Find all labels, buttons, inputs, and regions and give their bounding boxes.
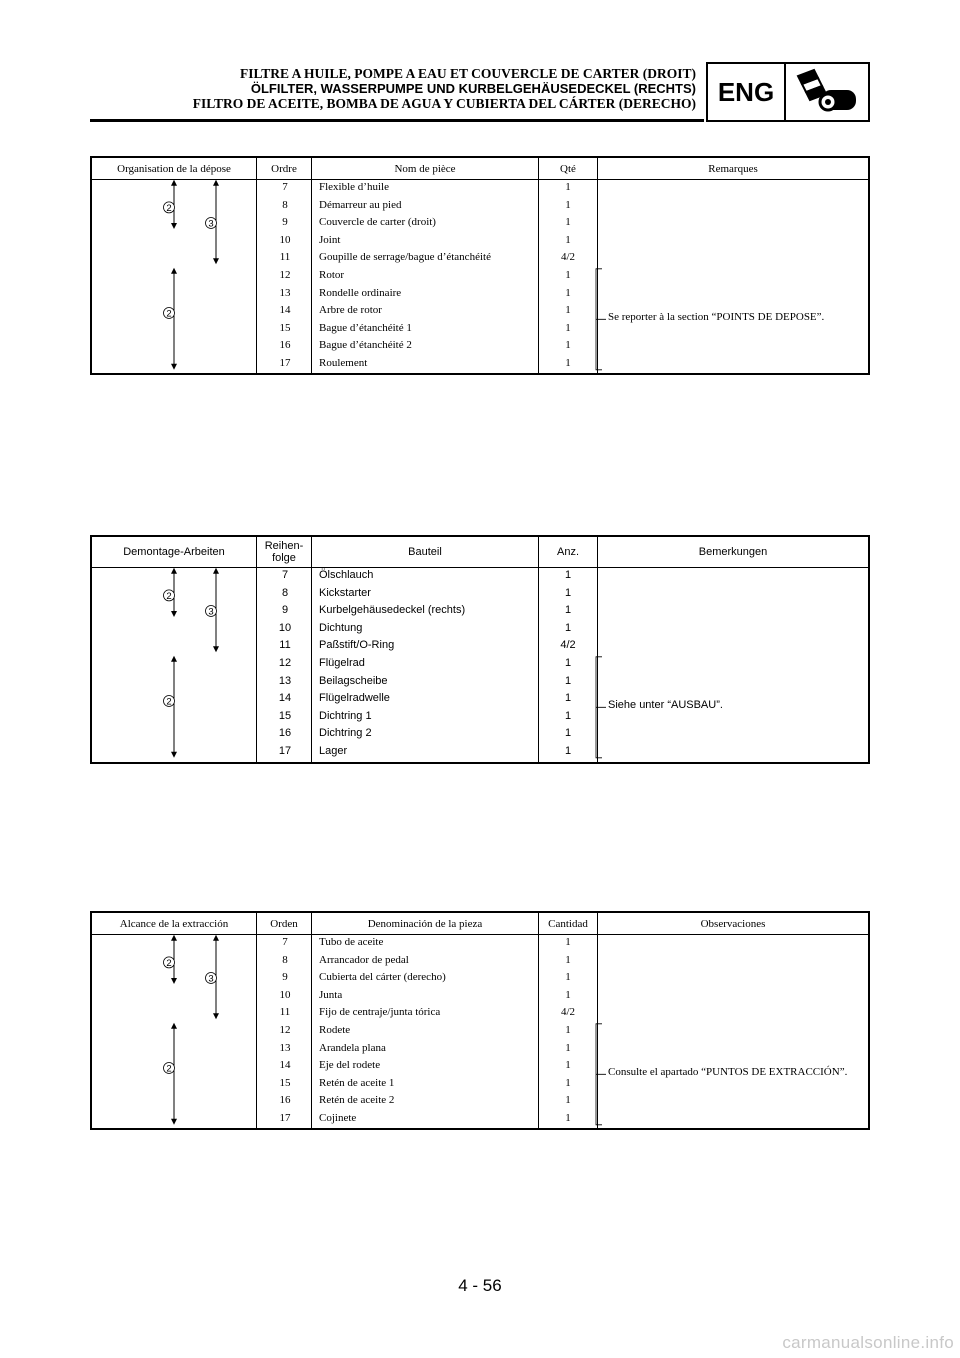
title-french: FILTRE A HUILE, POMPE A EAU ET COUVERCLE DE CARTER (DROIT) (240, 66, 696, 81)
row-part-name: Dichtring 1 (319, 709, 372, 722)
row-quantity: 1 (564, 745, 572, 757)
arrow-head-down (213, 1013, 219, 1019)
row-order: 16 (278, 727, 292, 740)
row-order: 9 (281, 604, 289, 617)
row-part-name: Rodete (319, 1024, 351, 1036)
page-header (90, 62, 868, 122)
row-part-name: Cojinete (319, 1112, 357, 1124)
section-titles (193, 66, 696, 111)
row-part-name: Arbre de rotor (319, 304, 382, 317)
row-order: 16 (279, 339, 291, 352)
row-order: 12 (279, 269, 291, 281)
arrow-head-down (171, 978, 177, 984)
row-quantity: 1 (565, 357, 571, 369)
step-number: 2 (166, 957, 172, 969)
row-order: 11 (279, 639, 291, 652)
arrow-head-up (171, 268, 177, 274)
row-quantity: 1 (565, 1094, 571, 1107)
row-part-name: Flügelrad (319, 657, 365, 669)
title-german: ÖLFILTER, WASSERPUMPE UND KURBELGEHÄUSEDECKEL (RECHTS) (250, 81, 696, 96)
row-quantity: 1 (565, 198, 571, 211)
row-quantity: 1 (565, 1041, 571, 1054)
row-part-name: Bague d’étanchéité 2 (319, 339, 412, 352)
removal-sequence-arrows (92, 537, 256, 766)
row-quantity: 1 (565, 1076, 571, 1089)
arrow-head-down (171, 364, 177, 370)
title-spanish: FILTRO DE ACEITE, BOMBA DE AGUA Y CUBIERTA DEL CÁRTER (DERECHO) (192, 96, 696, 111)
step-number: 2 (166, 590, 172, 602)
row-part-name: Junta (319, 988, 343, 1001)
row-quantity: 1 (565, 339, 571, 352)
row-part-name: Dichtung (319, 621, 363, 634)
arrow-head-down (171, 752, 177, 758)
row-part-name: Bague d’étanchéité 1 (319, 321, 412, 334)
watermark: carmanualsonline.info (782, 1333, 954, 1352)
arrow-head-down (171, 1119, 177, 1125)
row-order: 13 (279, 286, 291, 299)
row-part-name: Rondelle ordinaire (319, 286, 402, 299)
row-quantity: 1 (565, 304, 571, 317)
row-part-name: Arrancador de pedal (319, 953, 409, 966)
row-order: 11 (279, 1006, 291, 1019)
col-header-part: Bauteil (408, 546, 442, 558)
remark-text: Consulte el apartado “PUNTOS DE EXTRACCIÓN”. (608, 1066, 848, 1078)
row-part-name: Dichtring 2 (319, 727, 372, 740)
row-part-name: Retén de aceite 2 (319, 1094, 395, 1107)
row-order: 14 (279, 1059, 291, 1072)
col-header-order: Orden (270, 917, 298, 930)
col-header-remarks: Remarques (708, 162, 758, 175)
row-order: 8 (281, 586, 289, 599)
step-number: 2 (166, 696, 172, 708)
row-quantity: 1 (565, 233, 571, 246)
col-header-order: Reihen- folge (264, 540, 304, 564)
row-quantity: 1 (565, 1059, 571, 1072)
row-order: 7 (281, 569, 289, 581)
row-quantity: 1 (564, 727, 572, 740)
row-order: 7 (282, 181, 288, 193)
removal-table-french (90, 156, 870, 375)
col-header-organisation: Demontage-Arbeiten (123, 546, 225, 558)
arrow-head-up (171, 1023, 177, 1029)
col-header-organisation: Alcance de la extracción (119, 917, 229, 930)
col-header-remarks: Observaciones (700, 917, 766, 930)
row-part-name: Kickstarter (319, 586, 371, 599)
row-order: 17 (279, 1112, 291, 1124)
row-quantity: 4/2 (560, 639, 576, 652)
row-order: 9 (282, 216, 288, 229)
row-quantity: 1 (564, 621, 572, 634)
row-order: 17 (279, 357, 291, 369)
row-quantity: 1 (564, 604, 572, 617)
row-order: 10 (279, 233, 291, 246)
row-order: 12 (278, 657, 292, 669)
row-order: 10 (279, 988, 291, 1001)
row-order: 8 (282, 953, 288, 966)
step-number: 2 (166, 1063, 172, 1075)
row-quantity: 1 (565, 216, 571, 229)
row-quantity: 1 (565, 181, 571, 193)
row-quantity: 1 (564, 692, 572, 705)
row-quantity: 4/2 (560, 1006, 576, 1019)
row-quantity: 1 (565, 286, 571, 299)
step-number: 3 (208, 218, 214, 230)
col-header-organisation: Organisation de la dépose (117, 162, 231, 175)
row-order: 14 (279, 304, 291, 317)
removal-sequence-arrows (92, 913, 256, 1132)
row-order: 17 (278, 745, 292, 757)
row-quantity: 1 (565, 936, 571, 948)
arrow-head-down (213, 258, 219, 264)
row-part-name: Flexible d’huile (319, 181, 389, 193)
row-part-name: Arandela plana (319, 1041, 386, 1054)
row-quantity: 1 (565, 1024, 571, 1036)
row-part-name: Kurbelgehäusedeckel (rechts) (319, 604, 466, 617)
row-order: 15 (279, 321, 291, 334)
row-part-name: Joint (319, 233, 341, 246)
engine-piston-icon (788, 68, 862, 116)
section-badge (706, 62, 870, 122)
row-quantity: 1 (564, 657, 572, 669)
row-quantity: 1 (565, 321, 571, 334)
row-order: 8 (282, 198, 288, 211)
removal-table-german (90, 535, 870, 764)
col-header-part: Denominación de la pieza (367, 917, 483, 930)
row-order: 13 (278, 674, 292, 687)
step-number: 2 (166, 308, 172, 320)
row-part-name: Paßstift/O-Ring (319, 639, 395, 652)
row-part-name: Eje del rodete (319, 1059, 381, 1072)
remark-bracket (592, 913, 608, 1132)
row-quantity: 1 (565, 269, 571, 281)
row-quantity: 1 (564, 674, 572, 687)
row-order: 14 (278, 692, 292, 705)
arrow-head-down (171, 611, 177, 617)
arrow-head-up (213, 180, 219, 186)
row-part-name: Beilagscheibe (319, 674, 388, 687)
remark-text: Se reporter à la section “POINTS DE DEPOSE”. (608, 311, 825, 323)
row-order: 13 (279, 1041, 291, 1054)
row-part-name: Goupille de serrage/bague d’étanchéité (319, 251, 491, 264)
row-part-name: Tubo de aceite (319, 936, 384, 948)
step-number: 3 (208, 973, 214, 985)
row-quantity: 4/2 (560, 251, 576, 264)
row-order: 9 (282, 971, 288, 984)
arrow-head-up (171, 568, 177, 574)
arrow-head-down (171, 223, 177, 229)
arrow-head-down (213, 646, 219, 652)
row-part-name: Retén de aceite 1 (319, 1076, 395, 1089)
remark-bracket (592, 537, 608, 766)
row-order: 11 (279, 251, 291, 264)
row-part-name: Cubierta del cárter (derecho) (319, 971, 446, 984)
row-quantity: 1 (565, 953, 571, 966)
col-header-qty: Cantidad (548, 917, 588, 930)
page-number: 4 - 56 (458, 1276, 502, 1295)
col-header-part: Nom de pièce (394, 162, 456, 175)
col-header-remarks: Bemerkungen (698, 546, 768, 558)
row-quantity: 1 (564, 586, 572, 599)
col-header-order: Ordre (271, 162, 297, 175)
removal-table-spanish (90, 911, 870, 1130)
row-part-name: Ölschlauch (319, 569, 374, 581)
row-order: 15 (279, 1076, 291, 1089)
arrow-head-up (171, 180, 177, 186)
row-order: 12 (279, 1024, 291, 1036)
col-header-qty: Anz. (556, 546, 579, 558)
step-number: 3 (208, 606, 214, 618)
row-quantity: 1 (564, 709, 572, 722)
row-order: 7 (282, 936, 288, 948)
step-number: 2 (166, 202, 172, 214)
row-quantity: 1 (564, 569, 572, 581)
row-part-name: Démarreur au pied (319, 198, 402, 211)
removal-sequence-arrows (92, 158, 256, 377)
row-part-name: Couvercle de carter (droit) (319, 216, 436, 229)
row-order: 16 (279, 1094, 291, 1107)
badge-label: ENG (708, 64, 786, 120)
row-order: 15 (278, 709, 292, 722)
row-part-name: Lager (319, 745, 348, 757)
arrow-head-up (171, 935, 177, 941)
col-header-qty: Qté (560, 162, 576, 175)
arrow-head-up (213, 935, 219, 941)
remark-bracket (592, 158, 608, 377)
row-quantity: 1 (565, 971, 571, 984)
row-part-name: Fijo de centraje/junta tórica (319, 1006, 441, 1019)
arrow-head-up (213, 568, 219, 574)
row-order: 10 (278, 621, 292, 634)
row-quantity: 1 (565, 1112, 571, 1124)
remark-text: Siehe unter “AUSBAU”. (608, 699, 723, 711)
row-part-name: Roulement (319, 357, 368, 369)
row-part-name: Rotor (319, 269, 345, 281)
row-quantity: 1 (565, 988, 571, 1001)
row-part-name: Flügelradwelle (319, 692, 390, 705)
arrow-head-up (171, 656, 177, 662)
header-rule (90, 119, 704, 122)
